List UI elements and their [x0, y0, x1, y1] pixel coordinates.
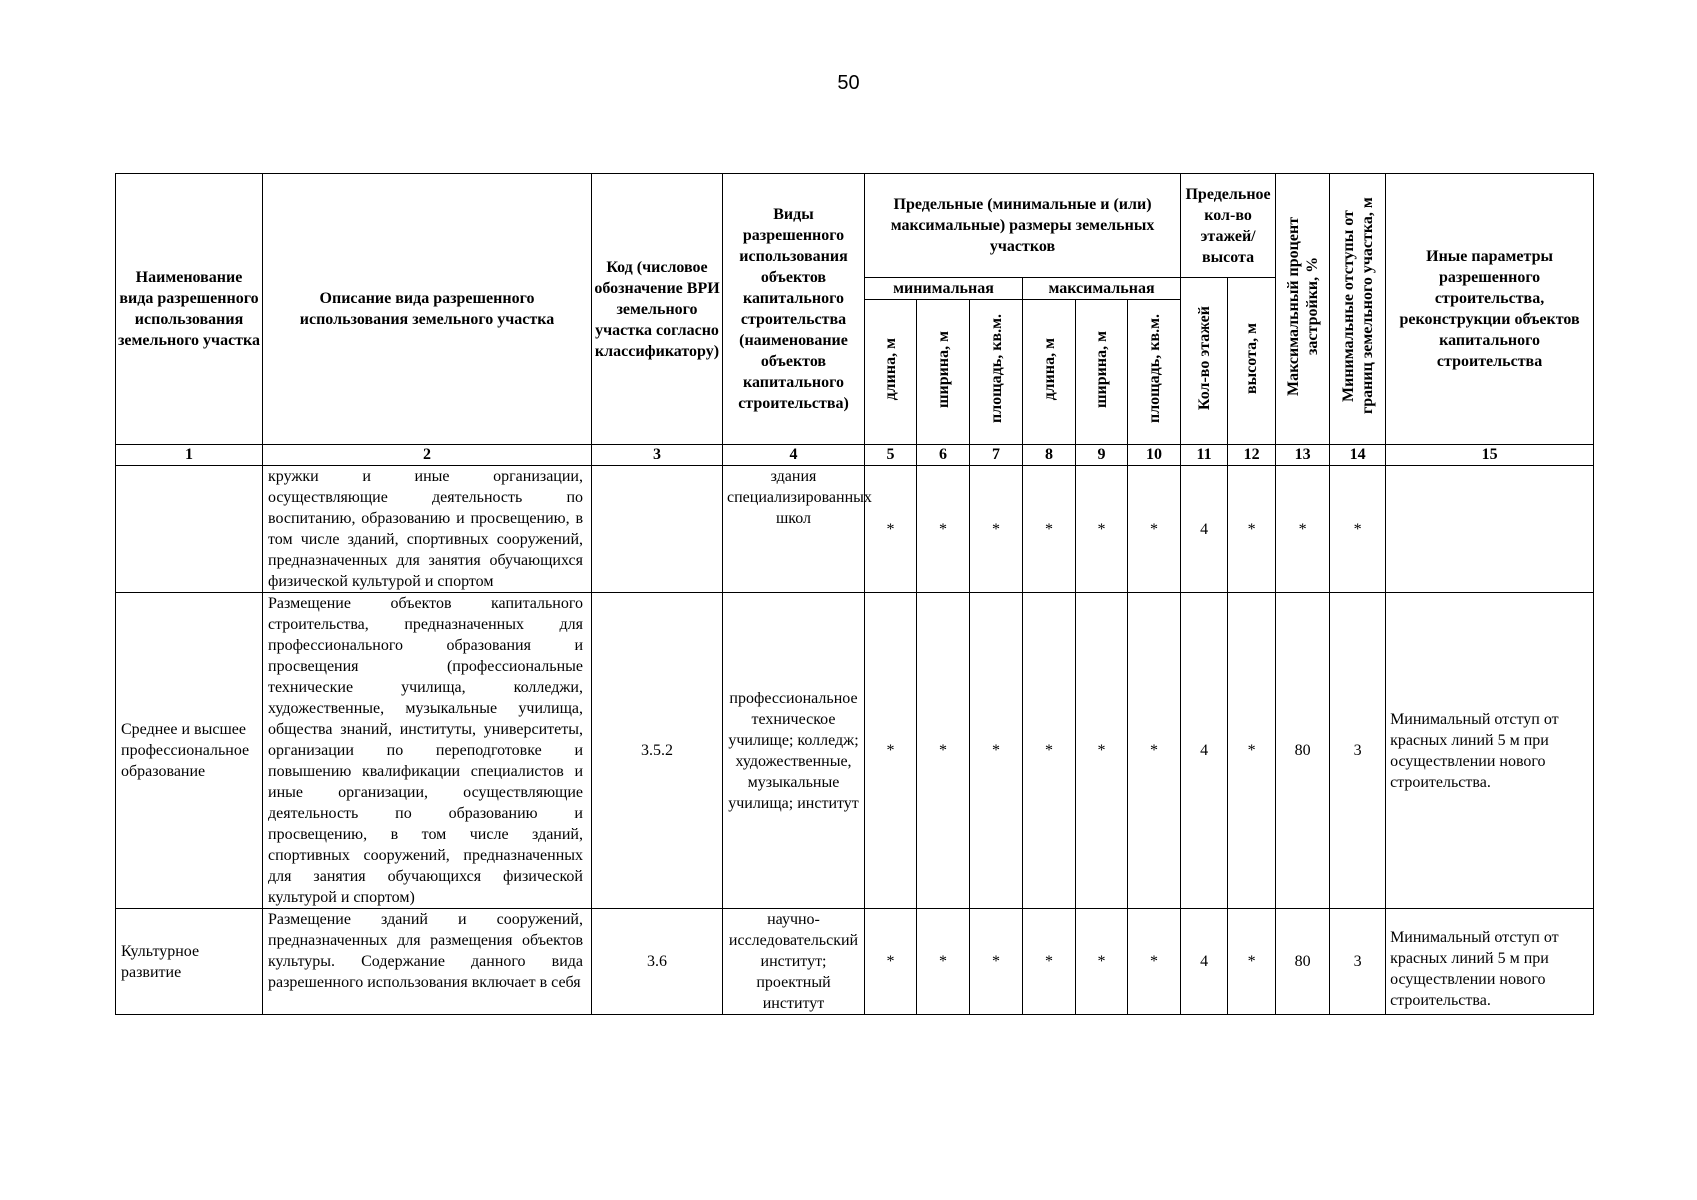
column-number: 13	[1276, 445, 1330, 466]
row-max-length: *	[1023, 593, 1076, 909]
table-row	[116, 593, 1594, 909]
row-code: 3.6	[592, 909, 723, 1015]
header-max-length: длина, м	[1023, 300, 1076, 445]
row-min-area: *	[970, 466, 1023, 593]
row-height: *	[1228, 466, 1276, 593]
column-number: 10	[1128, 445, 1181, 466]
row-max-area: *	[1128, 593, 1181, 909]
header-max-area: площадь, кв.м.	[1128, 300, 1181, 445]
row-min-setback: 3	[1330, 909, 1386, 1015]
row-min-setback: 3	[1330, 593, 1386, 909]
header-minimum: минимальная	[865, 278, 1023, 300]
row-min-area: *	[970, 909, 1023, 1015]
column-number: 9	[1076, 445, 1128, 466]
column-number: 6	[917, 445, 970, 466]
header-min-area: площадь, кв.м.	[970, 300, 1023, 445]
column-number: 3	[592, 445, 723, 466]
row-min-width: *	[917, 593, 970, 909]
header-min-length: длина, м	[865, 300, 917, 445]
row-max-width: *	[1076, 593, 1128, 909]
column-number: 11	[1181, 445, 1228, 466]
row-other-parameters: Минимальный отступ от красных линий 5 м при осуществлении нового строительства.	[1386, 909, 1594, 1015]
column-number: 4	[723, 445, 865, 466]
column-number: 8	[1023, 445, 1076, 466]
row-floor-count: 4	[1181, 466, 1228, 593]
header-floor-count: Кол-во этажей	[1181, 278, 1228, 445]
row-max-width: *	[1076, 909, 1128, 1015]
table-row	[116, 466, 1594, 593]
row-construction-objects: здания специализированных школ	[723, 466, 865, 593]
row-description: кружки и иные организации, осуществляющие деятельность по воспитанию, образованию и просвещению, в том числе зданий, спортивных сооружений, предназначенных для занятия обучающихся физической культурой и спортом	[263, 466, 592, 593]
row-min-area: *	[970, 593, 1023, 909]
header-height: высота, м	[1228, 278, 1276, 445]
column-number: 15	[1386, 445, 1594, 466]
column-number: 7	[970, 445, 1023, 466]
row-floor-count: 4	[1181, 593, 1228, 909]
header-min-setbacks: Минимальные отступы от границ земельного участка, м	[1330, 174, 1386, 445]
row-max-width: *	[1076, 466, 1128, 593]
column-number-row	[116, 445, 1594, 466]
column-number: 1	[116, 445, 263, 466]
row-max-area: *	[1128, 466, 1181, 593]
header-floors-height-limits: Предельное кол-во этажей/ высота	[1181, 174, 1276, 278]
header-use-description: Описание вида разрешенного использования земельного участка	[263, 174, 592, 445]
row-description: Размещение зданий и сооружений, предназначенных для размещения объектов культуры. Содержание данного вида разрешенного использования включает в себя	[263, 909, 592, 1015]
header-plot-size-limits: Предельные (минимальные и (или) максимальные) размеры земельных участков	[865, 174, 1181, 278]
header-use-code: Код (числовое обозначение ВРИ земельного участка согласно классификатору)	[592, 174, 723, 445]
row-height: *	[1228, 909, 1276, 1015]
header-use-name: Наименование вида разрешенного использования земельного участка	[116, 174, 263, 445]
header-max-building-percent: Максимальный процент застройки, %	[1276, 174, 1330, 445]
row-use-name: Среднее и высшее профессиональное образование	[116, 593, 263, 909]
header-min-width: ширина, м	[917, 300, 970, 445]
row-min-length: *	[865, 909, 917, 1015]
row-construction-objects: профессиональное техническое училище; колледж; художественные, музыкальные училища; институт	[723, 593, 865, 909]
row-use-name: Культурное развитие	[116, 909, 263, 1015]
row-code	[592, 466, 723, 593]
row-other-parameters	[1386, 466, 1594, 593]
row-min-width: *	[917, 909, 970, 1015]
row-max-building-percent: 80	[1276, 909, 1330, 1015]
row-min-width: *	[917, 466, 970, 593]
row-code: 3.5.2	[592, 593, 723, 909]
page-number: 50	[837, 72, 860, 94]
row-construction-objects: научно-исследовательский институт; проектный институт	[723, 909, 865, 1015]
table-row	[116, 909, 1594, 1015]
row-max-length: *	[1023, 909, 1076, 1015]
row-max-length: *	[1023, 466, 1076, 593]
row-height: *	[1228, 593, 1276, 909]
row-min-setback: *	[1330, 466, 1386, 593]
column-number: 12	[1228, 445, 1276, 466]
column-number: 2	[263, 445, 592, 466]
row-other-parameters: Минимальный отступ от красных линий 5 м при осуществлении нового строительства.	[1386, 593, 1594, 909]
header-other-parameters: Иные параметры разрешенного строительства, реконструкции объектов капитального строительства	[1386, 174, 1594, 445]
row-floor-count: 4	[1181, 909, 1228, 1015]
row-max-building-percent: *	[1276, 466, 1330, 593]
row-min-length: *	[865, 593, 917, 909]
row-max-area: *	[1128, 909, 1181, 1015]
header-maximum: максимальная	[1023, 278, 1181, 300]
header-max-width: ширина, м	[1076, 300, 1128, 445]
row-use-name	[116, 466, 263, 593]
row-description: Размещение объектов капитального строительства, предназначенных для профессионального образования и просвещения (профессиональные технические училища, колледжи, художественные, музыкальные училища, общества знаний, институты, университеты, организации по переподготовке и повышению квалификации специалистов и иные организации, осуществляющие деятельность по образованию и просвещению, в том числе зданий, спортивных сооружений, предназначенных для занятия обучающихся физической культурой и спортом)	[263, 593, 592, 909]
column-number: 5	[865, 445, 917, 466]
column-number: 14	[1330, 445, 1386, 466]
row-max-building-percent: 80	[1276, 593, 1330, 909]
land-use-regulations-table	[115, 173, 1594, 1015]
header-construction-types: Виды разрешенного использования объектов капитального строительства (наименование объектов капитального строительства)	[723, 174, 865, 445]
row-min-length: *	[865, 466, 917, 593]
